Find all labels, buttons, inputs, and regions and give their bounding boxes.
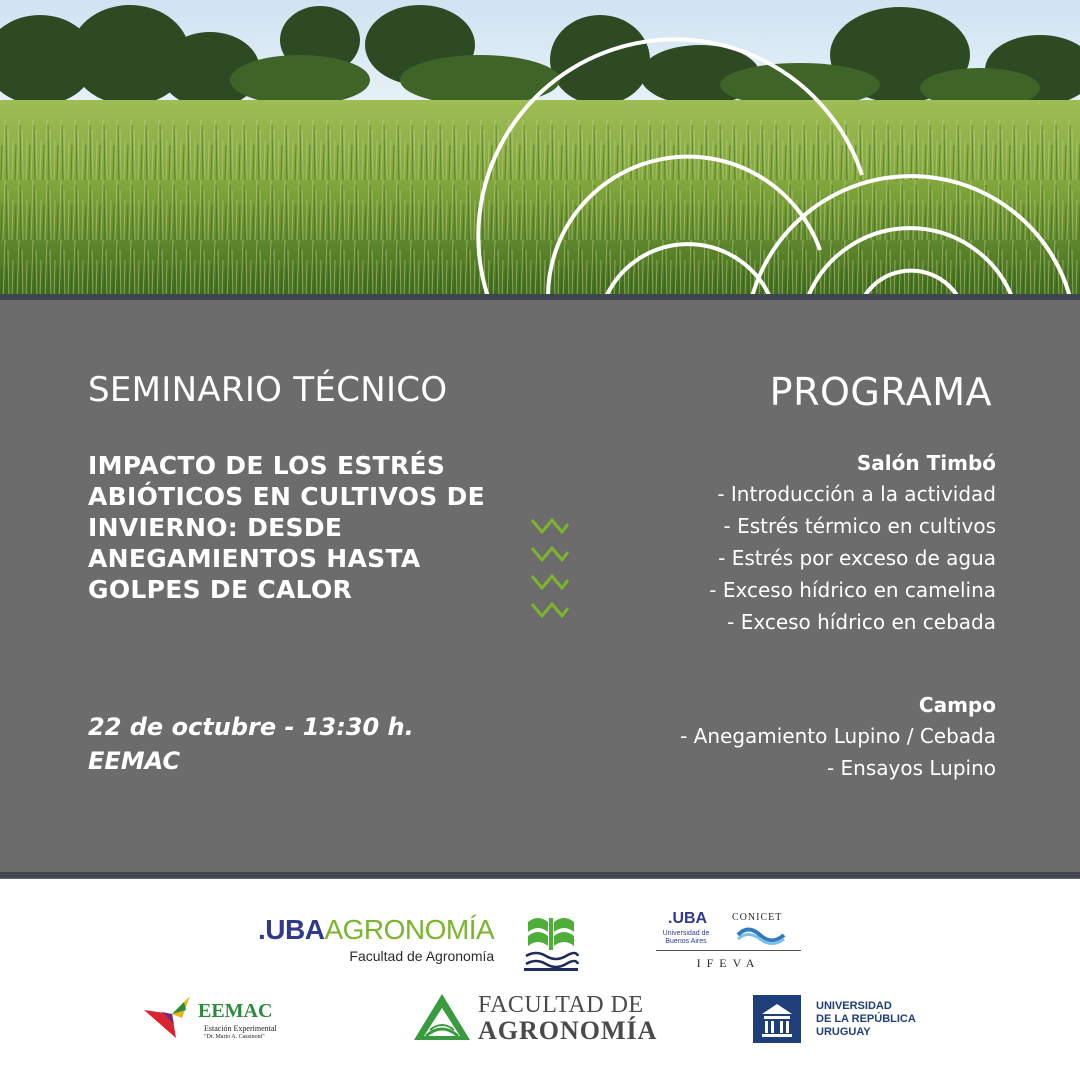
uba-agronomia-subtitle: Facultad de Agronomía [349, 948, 495, 964]
ifeva-divider [656, 950, 801, 951]
program-section-heading: Salón Timbó [856, 451, 996, 475]
program-section-heading: Campo [918, 693, 996, 717]
program-list [536, 448, 996, 784]
uba-wordmark: .UBA [258, 914, 325, 945]
program-item: - Estrés térmico en cultivos [723, 514, 996, 538]
program-section-campo [536, 690, 996, 784]
program-item: - Exceso hídrico en cebada [727, 610, 996, 634]
barley-field-illustration [0, 0, 1080, 297]
faculty-shield-logo-icon [522, 912, 580, 972]
event-details [88, 710, 414, 778]
conicet-wave-icon [734, 924, 790, 946]
program-spacer [536, 638, 996, 690]
seminar-title: IMPACTO DE LOS ESTRÉS ABIÓTICOS EN CULTIVOS DE INVIERNO: DESDE ANEGAMIENTOS HASTA GOLPES DE CALOR [88, 451, 486, 604]
eemac-subtitle-name: "Dr. Mario A. Cassinoni" [204, 1034, 265, 1040]
program-section-salon [536, 448, 996, 638]
udelar-line: URUGUAY [816, 1026, 871, 1038]
program-item: - Exceso hídrico en camelina [709, 578, 996, 602]
program-title: PROGRAMA [769, 370, 992, 414]
top-divider-band [0, 294, 1080, 300]
eemac-bird-icon [142, 994, 192, 1040]
agronomia-wordmark: AGRONOMÍA [324, 914, 495, 945]
program-item: - Estrés por exceso de agua [718, 546, 996, 570]
agronomia-line: AGRONOMÍA [478, 1016, 658, 1045]
hero-photo-barley-field [0, 0, 1080, 297]
bottom-divider-band [0, 872, 1080, 878]
program-item: - Ensayos Lupino [826, 756, 996, 780]
program-item: - Anegamiento Lupino / Cebada [680, 724, 996, 748]
conicet-wordmark: CONICET [732, 912, 783, 923]
green-triangle-icon [412, 992, 472, 1042]
facultad-line: FACULTAD DE [478, 992, 644, 1018]
eemac-wordmark: EEMAC [198, 1000, 273, 1022]
uba-agronomia-logo [258, 914, 494, 964]
uba-wordmark: .UBA [668, 910, 708, 927]
udelar-line: DE LA REPÚBLICA [816, 1013, 916, 1025]
event-date-time: 22 de octubre - 13:30 h. [88, 713, 414, 741]
uba-subtitle: Universidad de Buenos Aires [662, 930, 710, 945]
udelar-line: UNIVERSIDAD [816, 1000, 892, 1012]
eemac-subtitle: Estación Experimental [204, 1024, 277, 1033]
event-venue: EEMAC [88, 747, 181, 775]
udelar-building-icon [752, 994, 802, 1044]
program-item: - Introducción a la actividad [717, 482, 996, 506]
seminar-label: SEMINARIO TÉCNICO [88, 370, 448, 410]
ifeva-wordmark: IFEVA [696, 956, 761, 970]
